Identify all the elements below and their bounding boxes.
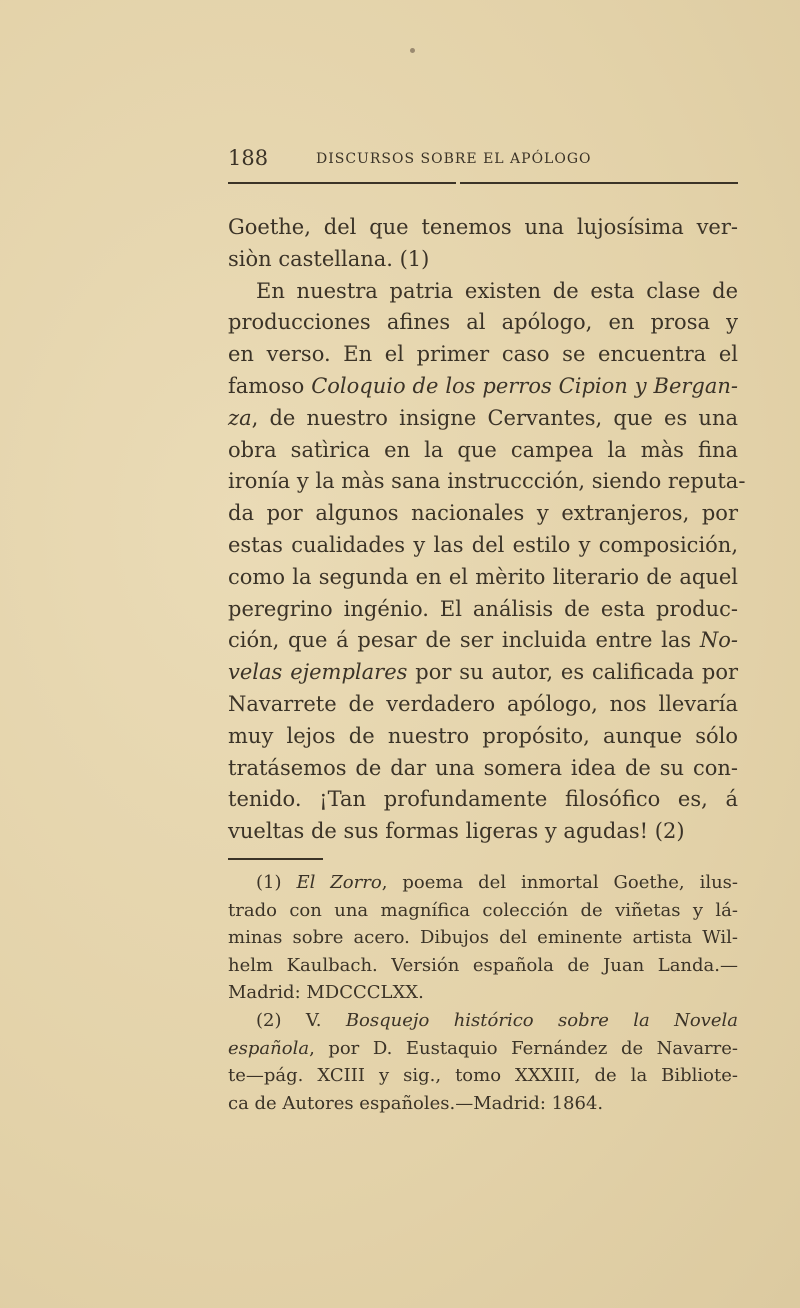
footnote-line <box>228 1062 738 1090</box>
text-span: helm Kaulbach. Versión española de Juan Landa.— <box>228 954 738 976</box>
text-span: ca de Autores españoles.—Madrid: 1864. <box>228 1092 604 1114</box>
italic-title: No- <box>699 628 738 653</box>
footnote-line <box>228 1035 738 1063</box>
footnote-line <box>228 1090 738 1118</box>
italic-title: Bosquejo histórico sobre la Novela <box>345 1009 738 1031</box>
footnote-line <box>228 897 738 925</box>
text-span: producciones afines al apólogo, en prosa y <box>228 310 738 335</box>
text-span: da por algunos nacionales y extranjeros, por <box>228 501 738 526</box>
text-line <box>228 466 746 498</box>
text-span: estas cualidades y las del estilo y composición, <box>228 532 738 557</box>
footnotes <box>228 869 738 1117</box>
italic-title: El Zorro <box>296 872 382 893</box>
footnote-line <box>228 869 738 897</box>
footnote-line <box>228 979 738 1007</box>
text-span: ironía y la màs sana instruccción, siendo reputa- <box>228 469 746 494</box>
paper-speck <box>410 48 415 53</box>
text-span: En nuestra patria existen de esta clase de <box>256 278 738 303</box>
header-rule-left <box>228 182 456 184</box>
text-line <box>228 212 738 244</box>
text-span: (2) V. <box>256 1009 346 1031</box>
text-span: , poema del inmortal Goethe, ilus- <box>381 872 739 893</box>
italic-title: velas ejemplares <box>228 660 408 685</box>
text-line <box>228 689 738 721</box>
text-line <box>228 784 738 816</box>
text-span: como la segunda en el mèrito literario de aquel <box>228 564 738 589</box>
main-text <box>228 212 746 848</box>
text-line <box>228 530 738 562</box>
footnote-line <box>228 952 738 980</box>
text-line <box>228 307 738 339</box>
text-line <box>228 276 738 308</box>
text-span: tenido. ¡Tan profundamente filosófico es, á <box>228 787 738 812</box>
text-span: trado con una magnífica colección de viñetas y lá- <box>228 899 738 921</box>
text-span: en verso. En el primer caso se encuentra el <box>228 342 738 367</box>
text-span: te—pág. XCIII y sig., tomo XXXIII, de la Bibliote- <box>228 1065 738 1087</box>
text-line <box>228 625 738 657</box>
text-span: obra satìrica en la que campea la màs fina <box>228 437 738 462</box>
text-span: muy lejos de nuestro propósito, aunque sólo <box>228 723 738 748</box>
text-span: minas sobre acero. Dibujos del eminente artista Wil- <box>228 927 738 949</box>
footnote-line <box>228 1007 738 1035</box>
italic-title: Coloquio de los perros Cipion y Bergan- <box>311 373 738 398</box>
text-line <box>228 753 738 785</box>
running-header <box>228 146 738 172</box>
text-span: , de nuestro insigne Cervantes, que es una <box>251 405 738 430</box>
text-line <box>228 816 738 848</box>
footnote-line <box>228 924 738 952</box>
text-span: , por D. Eustaquio Fernández de Navarre- <box>309 1037 738 1059</box>
text-span: siòn castellana. (1) <box>228 246 430 271</box>
text-span: vueltas de sus formas ligeras y agudas! (2) <box>228 819 685 844</box>
running-title: DISCURSOS SOBRE EL APÓLOGO <box>316 151 592 167</box>
page-number: 188 <box>228 146 269 170</box>
text-line <box>228 339 738 371</box>
text-line <box>228 562 738 594</box>
header-rule-right <box>460 182 738 184</box>
text-line <box>228 594 738 626</box>
italic-title: española <box>228 1037 310 1059</box>
text-span: ción, que á pesar de ser incluida entre las <box>228 628 700 653</box>
footnote-rule <box>228 858 323 860</box>
text-line <box>228 403 738 435</box>
text-span: famoso <box>228 373 312 398</box>
italic-title: za <box>228 405 252 430</box>
text-span: por su autor, es calificada por <box>407 660 738 685</box>
text-line <box>228 244 738 276</box>
text-span: Madrid: MDCCCLXX. <box>228 982 424 1004</box>
text-span: Navarrete de verdadero apólogo, nos llevaría <box>228 691 738 716</box>
text-line <box>228 498 738 530</box>
text-line <box>228 657 738 689</box>
text-span: tratásemos de dar una somera idea de su con- <box>228 755 738 780</box>
text-line <box>228 721 738 753</box>
text-span: (1) <box>256 872 297 893</box>
text-line <box>228 435 738 467</box>
text-line <box>228 371 738 403</box>
text-span: Goethe, del que tenemos una lujosísima ver- <box>228 215 738 239</box>
text-span: peregrino ingénio. El análisis de esta produc- <box>228 596 738 621</box>
